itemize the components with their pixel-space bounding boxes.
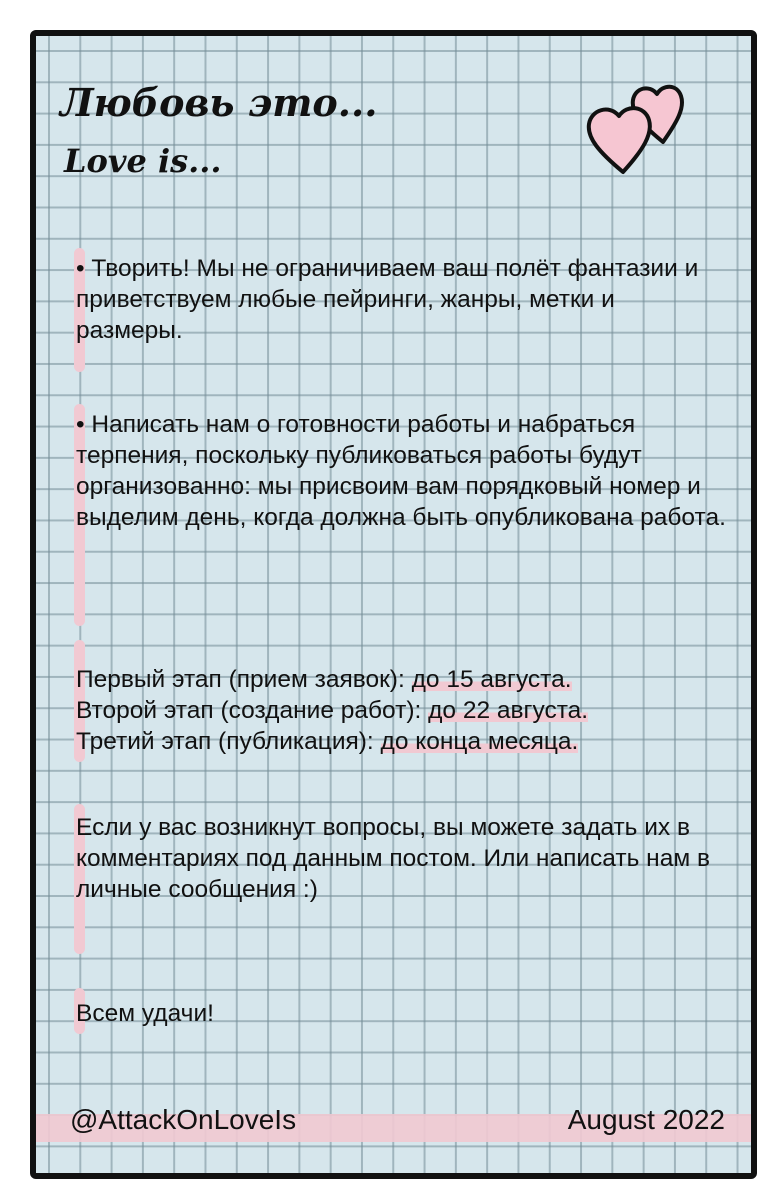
stage-row — [76, 664, 726, 695]
section-questions — [76, 812, 726, 905]
closing-text: Всем удачи! — [76, 1000, 214, 1027]
stage-label: Второй этап (создание работ): — [76, 697, 422, 724]
footer-handle: @AttackOnLoveIs — [70, 1104, 297, 1135]
title-en: Love is... — [64, 142, 222, 180]
section-publish — [76, 409, 726, 533]
love-is-card — [30, 30, 757, 1179]
section-create-text: • Творить! Мы не ограничиваем ваш полёт фантазии и приветствуем любые пейринги, жанры, метки и размеры. — [76, 255, 699, 344]
stage-row — [76, 726, 726, 757]
stages-list — [76, 664, 726, 757]
stage-label: Первый этап (прием заявок): — [76, 666, 405, 693]
footer-date: August 2022 — [567, 1104, 725, 1135]
double-heart-icon — [581, 80, 701, 180]
stage-row — [76, 695, 726, 726]
stage-deadline: до 22 августа. — [428, 697, 589, 724]
title-ru: Любовь это... — [60, 80, 378, 125]
stage-deadline: до 15 августа. — [411, 666, 572, 693]
stage-label: Третий этап (публикация): — [76, 728, 374, 755]
questions-text: Если у вас возникнут вопросы, вы можете задать их в комментариях под данным постом. Или написать нам в личные сообщения :) — [76, 814, 710, 903]
stage-deadline: до конца месяца. — [380, 728, 579, 755]
section-publish-text: • Написать нам о готовности работы и набраться терпения, поскольку публиковаться работы будут организованно: мы присвоим вам порядковый номер и выделим день, когда должна быть опубликована работа. — [76, 411, 726, 531]
section-closing — [76, 998, 726, 1029]
section-create — [76, 253, 726, 346]
